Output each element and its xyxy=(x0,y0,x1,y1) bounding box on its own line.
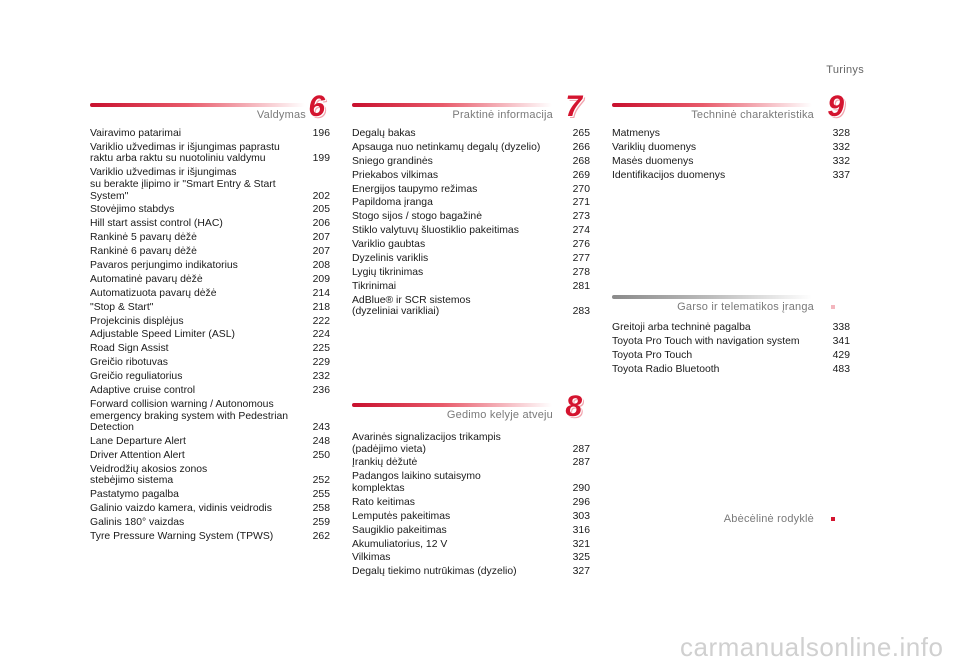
toc-entry-page: 321 xyxy=(572,538,590,550)
toc-entry[interactable] xyxy=(352,497,590,509)
section-bar xyxy=(352,403,552,407)
toc-entry[interactable] xyxy=(90,399,330,434)
toc-entry-title: Greitoji arba techninė pagalba xyxy=(612,322,751,333)
toc-entry-page: 258 xyxy=(312,503,330,515)
toc-entry-title: Automatinė pavarų dėžė xyxy=(90,273,203,285)
section-bar xyxy=(90,103,305,107)
toc-entry-title: Dyzelinis variklis xyxy=(352,253,429,265)
toc-entry[interactable] xyxy=(612,350,850,362)
toc-entry[interactable] xyxy=(612,336,850,348)
toc-entry-title: Variklių duomenys xyxy=(612,141,697,153)
toc-entry-page: 207 xyxy=(312,232,330,244)
toc-entry-title: AdBlue® ir SCR sistemos (dyzeliniai varikliai) xyxy=(352,294,471,318)
toc-entry-page: 225 xyxy=(312,343,330,355)
toc-entry-title: Tikrinimai xyxy=(352,280,397,292)
toc-entry-title: Adjustable Speed Limiter (ASL) xyxy=(90,329,235,341)
toc-entry-title: "Stop & Start" xyxy=(90,301,154,313)
section-title[interactable]: Praktinė informacija xyxy=(452,109,553,121)
toc-list xyxy=(90,128,330,543)
toc-entry-title: Variklio užvedimas ir išjungimas su berakte įlipimo ir "Smart Entry & Start System" xyxy=(90,167,276,202)
toc-entry-page: 281 xyxy=(572,280,590,292)
toc-list xyxy=(352,432,590,578)
toc-entry-page: 236 xyxy=(312,385,330,397)
toc-entry[interactable] xyxy=(352,281,590,293)
toc-entry[interactable] xyxy=(352,457,590,469)
toc-entry[interactable] xyxy=(90,128,330,140)
section-bar xyxy=(352,103,552,107)
toc-entry-title: Degalų bakas xyxy=(352,128,416,139)
toc-entry[interactable] xyxy=(90,464,330,487)
toc-entry-title: Galinio vaizdo kamera, vidinis veidrodis xyxy=(90,503,272,515)
toc-entry[interactable] xyxy=(612,128,850,140)
toc-entry-page: 265 xyxy=(572,128,590,139)
toc-entry-page: 327 xyxy=(572,566,590,578)
toc-entry[interactable] xyxy=(352,295,590,318)
toc-entry-title: Stiklo valytuvų šluostiklio pakeitimas xyxy=(352,225,519,237)
toc-entry[interactable] xyxy=(90,316,330,328)
toc-entry[interactable] xyxy=(90,503,330,515)
toc-entry[interactable] xyxy=(352,225,590,237)
toc-entry-page: 229 xyxy=(312,357,330,369)
toc-entry-page: 274 xyxy=(572,225,590,237)
toc-entry-title: Lygių tikrinimas xyxy=(352,266,424,278)
toc-entry-page: 273 xyxy=(572,211,590,223)
toc-list xyxy=(612,322,850,375)
section-praktine xyxy=(352,90,590,320)
toc-entry-title: Avarinės signalizacijos trikampis (padėjimo vieta) xyxy=(352,432,501,455)
toc-entry-page: 252 xyxy=(312,475,330,487)
toc-entry-page: 283 xyxy=(572,306,590,318)
section-header xyxy=(352,390,590,428)
toc-entry-title: Degalų tiekimo nutrūkimas (dyzelio) xyxy=(352,566,517,578)
toc-entry[interactable] xyxy=(90,357,330,369)
toc-entry-page: 269 xyxy=(572,169,590,181)
toc-entry-page: 276 xyxy=(572,239,590,251)
toc-entry-title: Identifikacijos duomenys xyxy=(612,169,726,181)
toc-entry-page: 268 xyxy=(572,155,590,167)
toc-entry[interactable] xyxy=(90,274,330,286)
toc-entry-title: Projekcinis displėjus xyxy=(90,315,184,327)
toc-entry[interactable] xyxy=(90,450,330,462)
toc-entry-title: Driver Attention Alert xyxy=(90,449,185,461)
toc-entry[interactable] xyxy=(90,371,330,383)
toc-entry-page: 341 xyxy=(832,335,850,347)
toc-entry-page: 483 xyxy=(832,363,850,375)
toc-entry[interactable] xyxy=(352,211,590,223)
toc-entry[interactable] xyxy=(352,511,590,523)
toc-entry-page: 196 xyxy=(312,128,330,139)
toc-entry-title: Apsauga nuo netinkamų degalų (dyzelio) xyxy=(352,141,541,153)
section-title[interactable]: Garso ir telematikos įranga xyxy=(677,301,814,313)
toc-entry-page: 332 xyxy=(832,155,850,167)
toc-entry-title: Padangos laikino sutaisymo komplektas xyxy=(352,471,481,494)
toc-entry[interactable] xyxy=(90,517,330,529)
toc-entry[interactable] xyxy=(352,432,590,455)
toc-entry[interactable] xyxy=(612,142,850,154)
toc-entry-title: Veidrodžių akosios zonos stebėjimo sistema xyxy=(90,463,208,487)
section-marker xyxy=(831,517,835,521)
toc-entry-page: 248 xyxy=(312,436,330,447)
toc-entry-page: 250 xyxy=(312,449,330,461)
toc-entry-page: 303 xyxy=(572,510,590,522)
toc-entry-title: Priekabos vilkimas xyxy=(352,169,439,181)
toc-entry-page: 328 xyxy=(832,128,850,139)
toc-entry[interactable] xyxy=(352,197,590,209)
toc-entry[interactable] xyxy=(90,531,330,543)
section-bar xyxy=(612,295,812,299)
toc-entry-title: Lemputės pakeitimas xyxy=(352,510,451,522)
toc-entry[interactable] xyxy=(352,170,590,182)
toc-entry-page: 287 xyxy=(572,443,590,455)
toc-entry[interactable] xyxy=(352,142,590,154)
toc-entry-page: 243 xyxy=(312,422,330,434)
toc-entry[interactable] xyxy=(352,566,590,578)
toc-entry-page: 209 xyxy=(312,273,330,285)
toc-entry-page: 199 xyxy=(312,153,330,165)
toc-entry-page: 337 xyxy=(832,169,850,181)
toc-entry-page: 259 xyxy=(312,517,330,529)
toc-entry-title: Lane Departure Alert xyxy=(90,436,186,447)
toc-entry-page: 266 xyxy=(572,141,590,153)
toc-entry-title: Vilkimas xyxy=(352,552,391,564)
section-title[interactable]: Abėcėlinė rodyklė xyxy=(723,513,814,525)
toc-entry-title: Toyota Pro Touch xyxy=(612,349,693,361)
toc-list xyxy=(352,128,590,318)
toc-entry-title: Pavaros perjungimo indikatorius xyxy=(90,260,238,272)
toc-entry-title: Tyre Pressure Warning System (TPWS) xyxy=(90,530,274,542)
toc-entry-title: Rato keitimas xyxy=(352,496,415,508)
toc-entry-title: Greičio ribotuvas xyxy=(90,357,168,369)
toc-entry[interactable] xyxy=(352,267,590,279)
toc-entry-page: 208 xyxy=(312,260,330,272)
toc-entry-title: Papildoma įranga xyxy=(352,197,433,209)
toc-entry-title: Variklio užvedimas ir išjungimas paprastu raktu arba raktu su nuotoliniu valdymu xyxy=(90,141,280,165)
toc-entry[interactable] xyxy=(90,436,330,448)
section-valdymas xyxy=(90,90,330,545)
toc-entry-page: 296 xyxy=(572,496,590,508)
toc-entry-page: 218 xyxy=(312,301,330,313)
toc-entry[interactable] xyxy=(352,184,590,196)
toc-entry[interactable] xyxy=(352,239,590,251)
toc-entry-page: 325 xyxy=(572,552,590,564)
section-number: 8 xyxy=(565,390,582,423)
toc-entry[interactable] xyxy=(90,232,330,244)
section-garso xyxy=(612,290,850,378)
toc-entry[interactable] xyxy=(352,156,590,168)
watermark: carmanualsonline.info xyxy=(680,632,944,662)
toc-entry-title: Toyota Pro Touch with navigation system xyxy=(612,335,800,347)
toc-entry-page: 332 xyxy=(832,141,850,153)
toc-entry-page: 222 xyxy=(312,315,330,327)
toc-entry-title: Toyota Radio Bluetooth xyxy=(612,363,720,375)
toc-list xyxy=(612,128,850,181)
toc-entry-page: 206 xyxy=(312,218,330,230)
page-header: Turinys xyxy=(826,64,864,76)
toc-entry-page: 278 xyxy=(572,266,590,278)
toc-entry-title: Akumuliatorius, 12 V xyxy=(352,538,448,550)
section-header xyxy=(612,90,850,128)
toc-entry-page: 277 xyxy=(572,253,590,265)
section-bar xyxy=(612,103,812,107)
toc-entry-page: 202 xyxy=(312,190,330,202)
toc-entry[interactable] xyxy=(612,364,850,376)
toc-entry-title: Stogo sijos / stogo bagažinė xyxy=(352,211,482,223)
toc-entry-title: Sniego grandinės xyxy=(352,155,433,167)
toc-entry[interactable] xyxy=(90,343,330,355)
toc-entry-page: 290 xyxy=(572,482,590,494)
toc-entry-page: 262 xyxy=(312,530,330,542)
toc-entry[interactable] xyxy=(90,302,330,314)
toc-entry-title: Energijos taupymo režimas xyxy=(352,183,478,195)
toc-entry[interactable] xyxy=(352,471,590,494)
section-number: 9 xyxy=(827,90,844,123)
toc-entry-title: Vairavimo patarimai xyxy=(90,128,182,139)
section-header xyxy=(612,502,850,532)
toc-entry[interactable] xyxy=(90,167,330,202)
toc-entry-title: Greičio reguliatorius xyxy=(90,371,183,383)
section-gedimo xyxy=(352,390,590,580)
toc-entry[interactable] xyxy=(90,246,330,258)
toc-entry[interactable] xyxy=(90,385,330,397)
toc-entry-page: 232 xyxy=(312,371,330,383)
section-technines xyxy=(612,90,850,184)
section-header xyxy=(612,290,850,320)
toc-entry[interactable] xyxy=(352,128,590,140)
toc-entry-title: Forward collision warning / Autonomous emergency braking system with Pedestrian Detection xyxy=(90,398,289,434)
section-header xyxy=(352,90,590,128)
toc-entry[interactable] xyxy=(352,552,590,564)
toc-entry-title: Stovėjimo stabdys xyxy=(90,204,175,216)
section-marker xyxy=(831,305,835,309)
toc-entry-title: Rankinė 5 pavarų dėžė xyxy=(90,232,197,244)
toc-entry[interactable] xyxy=(612,322,850,334)
section-title[interactable]: Gedimo kelyje atveju xyxy=(446,409,553,421)
toc-entry-page: 205 xyxy=(312,204,330,216)
toc-entry[interactable] xyxy=(90,260,330,272)
toc-entry-title: Hill start assist control (HAC) xyxy=(90,218,223,230)
toc-entry[interactable] xyxy=(612,170,850,182)
section-number: 7 xyxy=(565,90,582,123)
toc-entry-title: Variklio gaubtas xyxy=(352,239,426,251)
toc-entry[interactable] xyxy=(352,525,590,537)
section-header xyxy=(90,90,330,128)
toc-entry-page: 255 xyxy=(312,489,330,501)
toc-entry[interactable] xyxy=(352,539,590,551)
toc-entry[interactable] xyxy=(90,204,330,216)
section-number: 6 xyxy=(308,90,325,123)
toc-entry-page: 338 xyxy=(832,322,850,333)
toc-entry-page: 316 xyxy=(572,524,590,536)
toc-entry-title: Adaptive cruise control xyxy=(90,385,196,397)
toc-entry[interactable] xyxy=(90,142,330,165)
section-title[interactable]: Valdymas xyxy=(256,109,306,121)
toc-entry-page: 271 xyxy=(572,197,590,209)
toc-entry-page: 287 xyxy=(572,457,590,469)
toc-entry-title: Masės duomenys xyxy=(612,155,694,167)
toc-entry[interactable] xyxy=(90,218,330,230)
toc-entry[interactable] xyxy=(90,329,330,341)
toc-entry-page: 224 xyxy=(312,329,330,341)
toc-entry-page: 429 xyxy=(832,349,850,361)
toc-entry-title: Pastatymo pagalba xyxy=(90,489,179,501)
toc-entry-title: Įrankių dėžutė xyxy=(352,457,418,469)
toc-entry[interactable] xyxy=(612,156,850,168)
section-abeceline xyxy=(612,502,850,532)
toc-entry-page: 270 xyxy=(572,183,590,195)
toc-entry[interactable] xyxy=(90,288,330,300)
toc-entry-page: 207 xyxy=(312,246,330,258)
toc-entry-page: 214 xyxy=(312,287,330,299)
toc-entry-title: Road Sign Assist xyxy=(90,343,169,355)
toc-entry-title: Rankinė 6 pavarų dėžė xyxy=(90,246,197,258)
toc-entry-title: Galinis 180° vaizdas xyxy=(90,517,185,529)
toc-entry[interactable] xyxy=(352,253,590,265)
toc-entry[interactable] xyxy=(90,489,330,501)
toc-entry-title: Saugiklio pakeitimas xyxy=(352,524,447,536)
section-title[interactable]: Techninė charakteristika xyxy=(691,109,814,121)
toc-entry-title: Matmenys xyxy=(612,128,660,139)
toc-entry-title: Automatizuota pavarų dėžė xyxy=(90,287,217,299)
